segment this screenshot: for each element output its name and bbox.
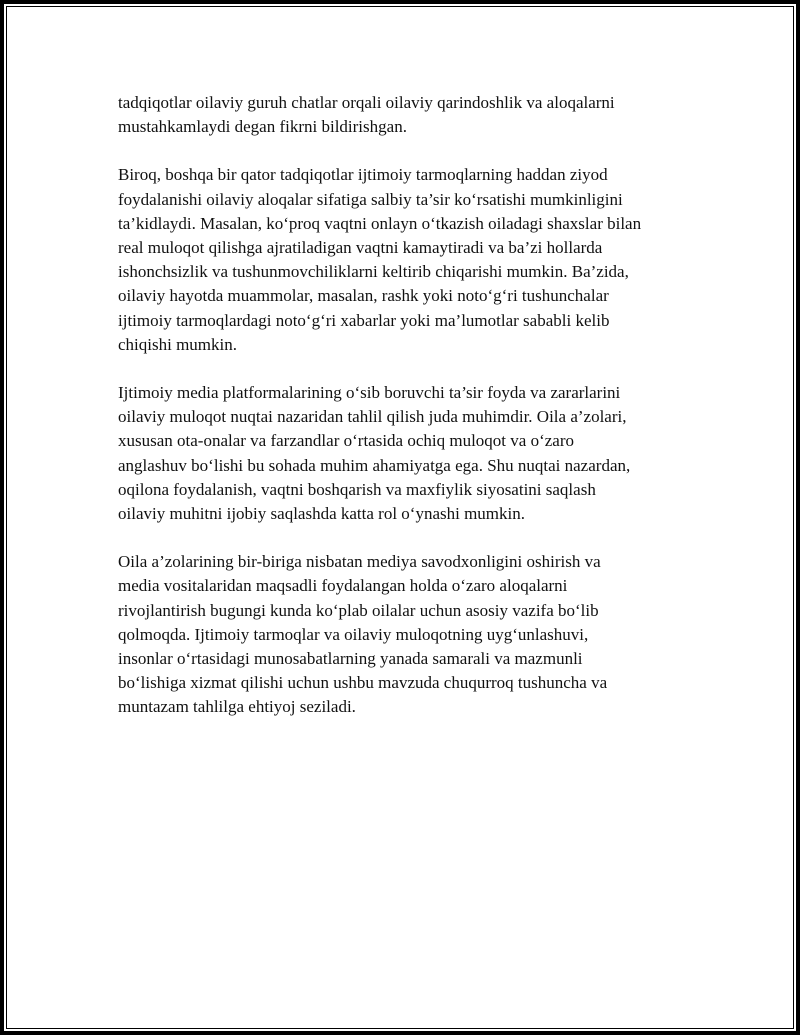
text-line: rivojlantirish bugungi kunda ko‘plab oilalar uchun asosiy vazifa bo‘lib [118, 600, 599, 620]
document-body [118, 91, 698, 744]
paragraph [118, 381, 698, 526]
text-line: oilaviy hayotda muammolar, masalan, rashk yoki noto‘g‘ri tushunchalar [118, 286, 609, 306]
text-line: mustahkamlaydi degan fikrni bildirishgan. [118, 117, 407, 137]
text-line: oilaviy muloqot nuqtai nazaridan tahlil qilish juda muhimdir. Oila a’zolari, [118, 407, 627, 427]
text-line: ijtimoiy tarmoqlardagi noto‘g‘ri xabarlar yoki ma’lumotlar sababli kelib [118, 310, 610, 330]
text-line: tadqiqotlar oilaviy guruh chatlar orqali oilaviy qarindoshlik va aloqalarni [118, 93, 615, 112]
text-line: foydalanishi oilaviy aloqalar sifatiga salbiy ta’sir ko‘rsatishi mumkinligini [118, 189, 623, 209]
paragraph [118, 163, 698, 357]
text-line: chiqishi mumkin. [118, 334, 237, 354]
text-line: qolmoqda. Ijtimoiy tarmoqlar va oilaviy muloqotning uyg‘unlashuvi, [118, 624, 589, 644]
text-line: ta’kidlaydi. Masalan, ko‘proq vaqtni onlayn o‘tkazish oiladagi shaxslar bilan [118, 213, 642, 233]
text-line: Oila a’zolarining bir-biriga nisbatan mediya savodxonligini oshirish va [118, 552, 601, 572]
text-line: real muloqot qilishga ajratiladigan vaqtni kamaytiradi va ba’zi hollarda [118, 238, 603, 258]
text-line: oqilona foydalanish, vaqtni boshqarish va maxfiylik siyosatini saqlash [118, 479, 596, 499]
text-line: ishonchsizlik va tushunmovchiliklarni keltirib chiqarishi mumkin. Ba’zida, [118, 262, 629, 282]
text-line: anglashuv bo‘lishi bu sohada muhim ahamiyatga ega. Shu nuqtai nazardan, [118, 455, 631, 475]
text-line: xususan ota-onalar va farzandlar o‘rtasida ochiq muloqot va o‘zaro [118, 431, 574, 451]
paragraph [118, 91, 698, 139]
text-line: oilaviy muhitni ijobiy saqlashda katta rol o‘ynashi mumkin. [118, 504, 526, 524]
text-line: insonlar o‘rtasidagi munosabatlarning yanada samarali va mazmunli [118, 649, 583, 669]
text-line: bo‘lishiga xizmat qilishi uchun ushbu mavzuda chuqurroq tushuncha va [118, 673, 608, 693]
text-line: Biroq, boshqa bir qator tadqiqotlar ijtimoiy tarmoqlarning haddan ziyod [118, 165, 608, 185]
paragraph [118, 550, 698, 719]
text-line: Ijtimoiy media platformalarining o‘sib boruvchi ta’sir foyda va zararlarini [118, 383, 621, 403]
text-line: media vositalaridan maqsadli foydalangan holda o‘zaro aloqalarni [118, 576, 568, 596]
text-line: muntazam tahlilga ehtiyoj seziladi. [118, 697, 356, 717]
